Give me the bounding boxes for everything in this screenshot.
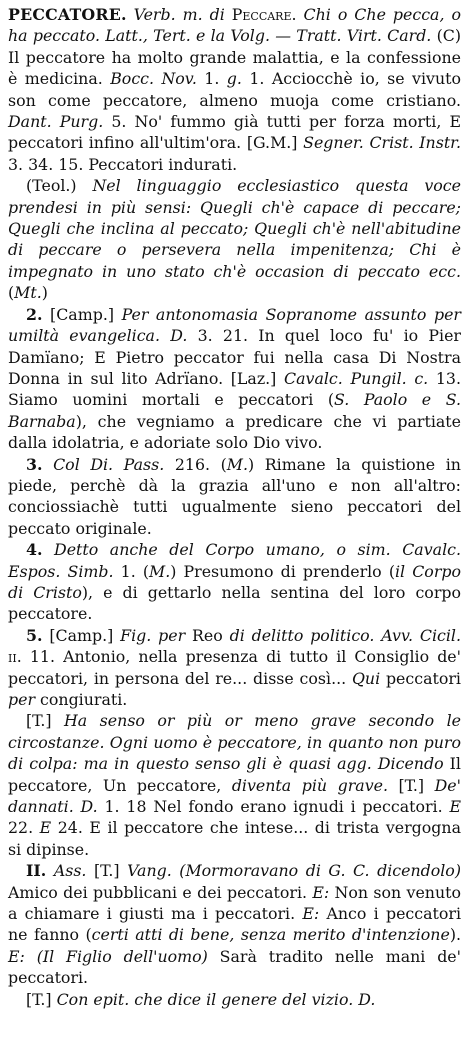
text-run: Verb. m. di bbox=[126, 5, 232, 24]
text-run: Reo bbox=[185, 625, 230, 645]
text-run: Con epit. che dice il genere del vizio. D. bbox=[56, 989, 376, 1009]
text-run: 5. No' fummo già tutti per forza morti, E peccatori infino all'ultim'ora. [G.M.] bbox=[8, 112, 462, 153]
text-run: ). bbox=[449, 925, 461, 945]
text-run: [T.] bbox=[86, 861, 128, 881]
text-run: g. bbox=[226, 69, 242, 89]
text-run: Ha senso or più or meno grave secondo le circostanze. Ogni uomo è peccatore, in quanto non puro di colpa: ma in questo senso gli è quasi agg. Dicendo bbox=[8, 711, 461, 774]
text-run: Amico dei pubblicani e dei peccatori. bbox=[8, 882, 313, 902]
entry-definition bbox=[8, 4, 461, 175]
text-run: 3. 21. In quel loco fu' io Pier Damïano; E Pietro peccator fui nella casa Di Nostra Donna in sul lito Adrïano. [Laz.] bbox=[8, 326, 461, 388]
text-run: [Camp.] bbox=[42, 625, 121, 645]
text-run: 3. bbox=[26, 454, 43, 474]
text-run: [T.] bbox=[26, 989, 57, 1009]
text-run: ) Presumono di prenderlo ( bbox=[170, 561, 395, 581]
text-run: il Corpo di Cristo bbox=[8, 561, 461, 602]
text-run: 22. bbox=[8, 818, 40, 838]
text-run: E: bbox=[302, 904, 320, 924]
text-run: Per antonomasia Sopranome assunto per umiltà evangelica. D. bbox=[8, 304, 461, 346]
text-run: Nel linguaggio ecclesiastico questa voce prendesi in più sensi: Quegli ch'è capace di peccare; Quegli che inclina al peccato; Quegli ch'è nell'abitudine di peccare o persevera nella impenitenza; Chi è impegnato in uno stato ch'è occasion di peccato ecc. bbox=[8, 176, 461, 281]
text-run: 24. E il peccatore che intese... di trista vergogna si dipinse. bbox=[8, 818, 461, 859]
text-run: 2. bbox=[26, 304, 43, 324]
sense-2 bbox=[8, 304, 461, 454]
text-run: di delitto politico. Avv. Cicil. bbox=[229, 625, 461, 645]
sense-5 bbox=[8, 625, 461, 711]
text-run: Non son venuto a chiamare i giusti ma i peccatori. bbox=[8, 882, 462, 924]
text-run: E bbox=[39, 818, 52, 838]
text-run: (C) Il peccatore ha molto grande malattia, e la confessione è medicina. bbox=[8, 26, 461, 89]
text-run: Chi o Che pecca, o ha peccato. Latt., Tert. e la Volg. — Tratt. Virt. Card. bbox=[8, 5, 461, 46]
text-run: 1. bbox=[196, 69, 227, 89]
text-run: Peccare. bbox=[231, 5, 297, 24]
sense-tommaseo-note bbox=[8, 710, 461, 860]
text-run: Segner. Crist. Instr. bbox=[303, 133, 461, 153]
text-run: Mt. bbox=[14, 283, 42, 303]
text-run: 5. bbox=[26, 625, 43, 645]
text-run: Bocc. Nov. bbox=[110, 69, 197, 89]
text-run: [T.] bbox=[387, 775, 435, 795]
text-run: Col Di. Pass. bbox=[42, 454, 165, 474]
sense-epithet bbox=[8, 989, 461, 1010]
text-run: ) Rimane la quistione in piede, perchè dà la grazia all'uno e non all'altro: conciossiachè tutti ugualmente sieno peccatori del peccato originale. bbox=[8, 454, 461, 538]
text-run: certi atti di bene, senza merito d'intenzione bbox=[91, 925, 450, 945]
text-run: S. Paolo e S. Barnaba bbox=[8, 390, 461, 431]
text-run: 216. ( bbox=[164, 454, 227, 474]
text-run: Il peccatore, Un peccatore, bbox=[8, 754, 461, 795]
text-run: per bbox=[8, 690, 36, 709]
text-run: Detto anche del Corpo umano, o sim. Cavalc. Espos. Simb. bbox=[8, 540, 461, 581]
text-run: Vang. (Mormoravano di G. C. dicendolo) bbox=[127, 861, 461, 881]
text-run: Cavalc. Pungil. c. bbox=[284, 368, 429, 388]
text-run: ( bbox=[8, 283, 15, 303]
text-run: 1. 18 Nel fondo erano ignudi i peccatori. bbox=[97, 797, 450, 817]
entry-headword: PECCATORE. bbox=[8, 5, 127, 24]
text-run: 1. ( bbox=[113, 561, 150, 581]
sense-4 bbox=[8, 539, 461, 625]
text-run: ) bbox=[41, 283, 48, 303]
text-run: E: (Il Figlio dell'uomo) bbox=[8, 946, 208, 966]
sense-theology bbox=[8, 175, 461, 303]
text-run: Anco i peccatori ne fanno ( bbox=[8, 904, 461, 945]
text-run: peccatori bbox=[380, 668, 461, 688]
text-run: diventa più grave. bbox=[231, 775, 388, 795]
sense-ii-absolute bbox=[8, 860, 461, 988]
text-run: . 11. Antonio, nella presenza di tutto il Consiglio de' peccatori, in persona del re... disse così... bbox=[8, 647, 461, 688]
sense-3 bbox=[8, 454, 461, 540]
text-run: congiurati. bbox=[35, 690, 128, 709]
text-run: [T.] bbox=[26, 711, 65, 731]
text-run: ), e di gettarlo nella sentina del loro corpo peccatore. bbox=[8, 582, 461, 624]
text-run: Qui bbox=[351, 668, 381, 688]
text-run: Sarà tradito nelle mani de' peccatori. bbox=[8, 946, 461, 988]
text-run: (Teol.) bbox=[26, 176, 93, 196]
text-run: 13. Siamo uomini mortali e peccatori ( bbox=[8, 368, 461, 410]
text-run: De' dannati. D. bbox=[8, 775, 461, 817]
text-run: II. bbox=[26, 861, 47, 881]
text-run: [Camp.] bbox=[42, 304, 122, 324]
text-run: 4. bbox=[26, 540, 43, 560]
text-run: Ass. bbox=[53, 861, 87, 881]
text-run: M. bbox=[226, 454, 248, 474]
text-run: E bbox=[449, 797, 461, 817]
text-run: 1. Acciocchè io, se vivuto son come peccatore, almeno muoja come cristiano. bbox=[8, 69, 461, 110]
text-run: E: bbox=[312, 882, 330, 902]
text-run: Dant. Purg. bbox=[8, 112, 104, 132]
text-run: 3. 34. 15. Peccatori indurati. bbox=[8, 154, 238, 174]
text-run: ii bbox=[8, 647, 17, 667]
text-run: Fig. per bbox=[120, 625, 186, 645]
text-run bbox=[46, 861, 54, 880]
text-run: ), che vegniamo a predicare che vi partiate dalla idolatria, e adoriate solo Dio vivo. bbox=[8, 411, 461, 453]
text-run: M. bbox=[149, 561, 171, 581]
